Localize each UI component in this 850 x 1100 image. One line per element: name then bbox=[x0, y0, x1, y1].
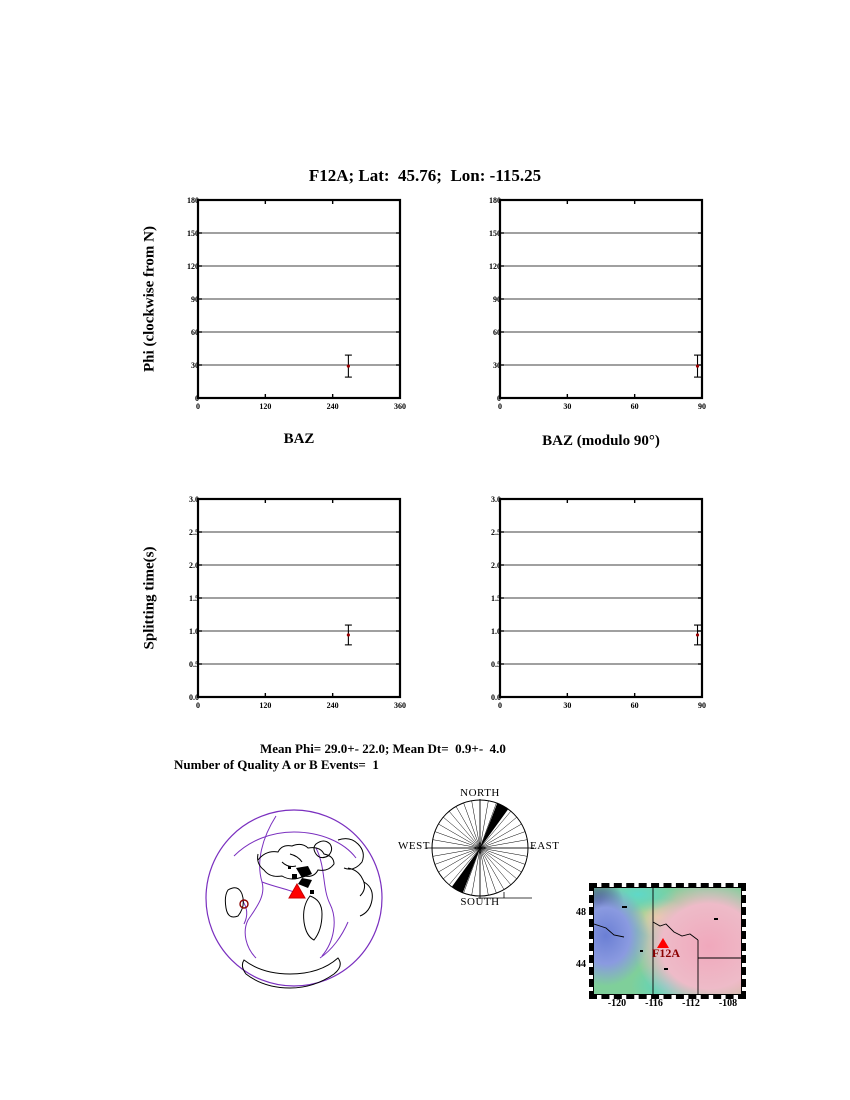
terrain-shading bbox=[288, 866, 314, 894]
svg-text:0: 0 bbox=[195, 394, 199, 403]
svg-text:30: 30 bbox=[493, 361, 501, 370]
svg-text:1.5: 1.5 bbox=[491, 594, 501, 603]
map-xtick--116: -116 bbox=[645, 998, 663, 1009]
event-count-line: Number of Quality A or B Events= 1 bbox=[174, 757, 379, 772]
svg-text:1.5: 1.5 bbox=[189, 594, 199, 603]
svg-text:120: 120 bbox=[489, 262, 501, 271]
svg-text:90: 90 bbox=[698, 402, 706, 411]
svg-text:30: 30 bbox=[563, 701, 572, 710]
svg-text:0: 0 bbox=[497, 394, 501, 403]
svg-text:0.0: 0.0 bbox=[491, 693, 501, 702]
svg-text:0: 0 bbox=[498, 402, 502, 411]
col2-x-axis-label: BAZ (modulo 90°) bbox=[542, 433, 660, 449]
map-ytick-44: 44 bbox=[576, 959, 586, 970]
plot-dt-vs-baz-mod90 bbox=[491, 495, 706, 710]
svg-text:150: 150 bbox=[489, 229, 501, 238]
svg-text:2.0: 2.0 bbox=[189, 561, 199, 570]
svg-text:3.0: 3.0 bbox=[491, 495, 501, 504]
svg-text:30: 30 bbox=[191, 361, 199, 370]
svg-text:30: 30 bbox=[563, 402, 572, 411]
svg-text:60: 60 bbox=[493, 328, 501, 337]
svg-text:2.5: 2.5 bbox=[189, 528, 199, 537]
svg-text:60: 60 bbox=[630, 701, 639, 710]
svg-text:0.5: 0.5 bbox=[189, 660, 199, 669]
svg-text:360: 360 bbox=[394, 701, 406, 710]
svg-text:150: 150 bbox=[187, 229, 199, 238]
svg-text:120: 120 bbox=[259, 402, 272, 411]
rose-label-east: EAST bbox=[530, 840, 560, 852]
svg-text:60: 60 bbox=[191, 328, 199, 337]
rose-label-north: NORTH bbox=[460, 787, 500, 799]
col1-x-axis-label: BAZ bbox=[283, 431, 315, 447]
plot-phi-vs-baz-mod90 bbox=[489, 196, 706, 411]
svg-text:240: 240 bbox=[326, 701, 339, 710]
svg-text:0: 0 bbox=[498, 701, 502, 710]
svg-text:0.5: 0.5 bbox=[491, 660, 501, 669]
svg-text:90: 90 bbox=[493, 295, 501, 304]
svg-text:90: 90 bbox=[698, 701, 706, 710]
svg-text:180: 180 bbox=[187, 196, 199, 205]
rose-diagram bbox=[396, 786, 572, 914]
svg-text:60: 60 bbox=[630, 402, 639, 411]
svg-text:0: 0 bbox=[196, 701, 200, 710]
svg-text:3.0: 3.0 bbox=[189, 495, 199, 504]
svg-text:360: 360 bbox=[394, 402, 406, 411]
map-xtick--120: -120 bbox=[607, 998, 627, 1009]
svg-text:2.0: 2.0 bbox=[491, 561, 501, 570]
svg-text:120: 120 bbox=[259, 701, 272, 710]
svg-text:0: 0 bbox=[196, 402, 200, 411]
rose-label-west: WEST bbox=[398, 840, 430, 852]
mean-statistics-line: Mean Phi= 29.0+- 22.0; Mean Dt= 0.9+- 4.0 bbox=[260, 741, 506, 756]
map-xtick--112: -112 bbox=[682, 998, 700, 1009]
svg-text:1.0: 1.0 bbox=[189, 627, 199, 636]
global-map bbox=[198, 804, 390, 996]
rose-label-south: SOUTH bbox=[460, 896, 500, 908]
map-ytick-48: 48 bbox=[576, 907, 586, 918]
svg-text:2.5: 2.5 bbox=[491, 528, 501, 537]
svg-text:180: 180 bbox=[489, 196, 501, 205]
page-title: F12A; Lat: 45.76; Lon: -115.25 bbox=[308, 166, 542, 185]
svg-text:90: 90 bbox=[191, 295, 199, 304]
globe-svg bbox=[198, 804, 390, 996]
svg-text:120: 120 bbox=[187, 262, 199, 271]
map-xtick--108: -108 bbox=[718, 998, 738, 1009]
plot-phi-vs-baz bbox=[187, 196, 406, 411]
plot-dt-vs-baz bbox=[189, 495, 406, 710]
svg-text:240: 240 bbox=[326, 402, 339, 411]
station-label-map: F12A bbox=[652, 946, 680, 960]
svg-text:0.0: 0.0 bbox=[189, 693, 199, 702]
svg-text:1.0: 1.0 bbox=[491, 627, 501, 636]
row2-y-axis-label: Splitting time(s) bbox=[141, 546, 158, 650]
row1-y-axis-label: Phi (clockwise from N) bbox=[141, 226, 158, 372]
